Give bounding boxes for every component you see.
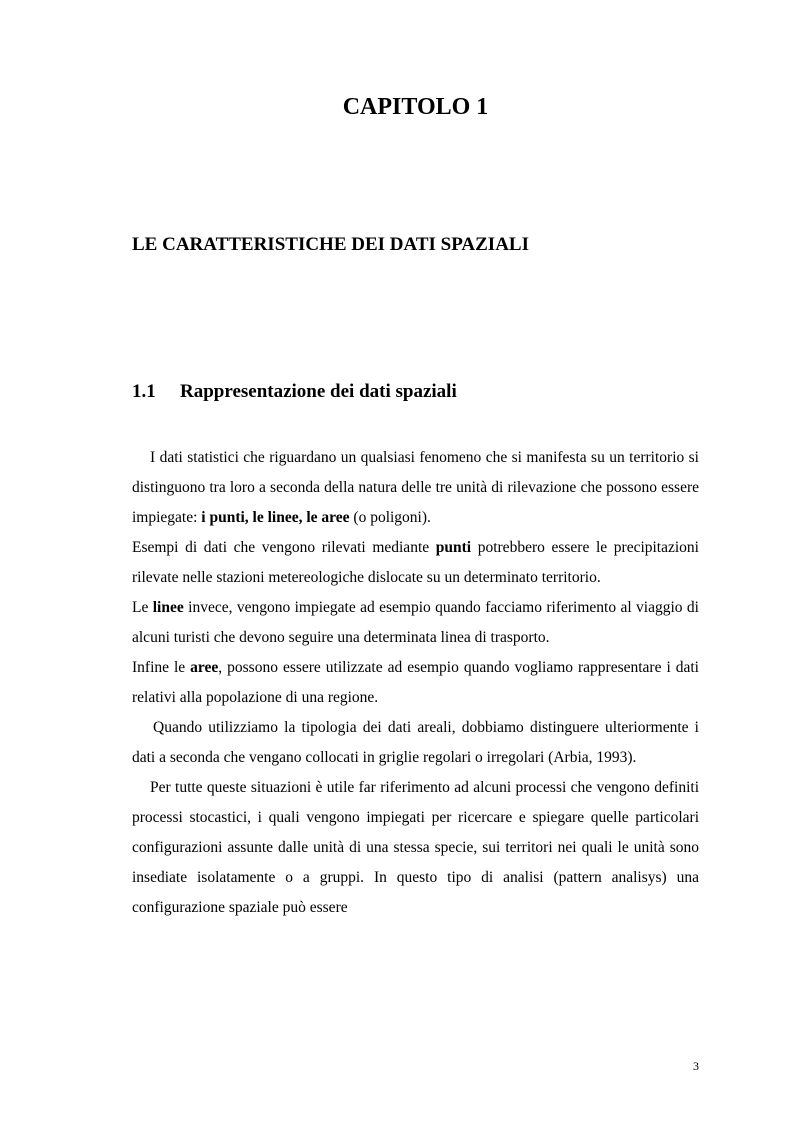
paragraph-1 [132, 443, 699, 533]
paragraph-6: Per tutte queste situazioni è utile far riferimento ad alcuni processi che vengono definiti processi stocastici, i quali vengono impiegati per ricercare e spiegare quelle particolari configurazioni assunte dalle unità di una stessa specie, sui territori nei quali le unità sono insediate isolatamente o a gruppi. In questo tipo di analisi (pattern analisys) una configurazione spaziale può essere [132, 779, 699, 916]
paragraph-4-bold: aree [190, 659, 219, 676]
paragraph-1-bold: i punti, le linee, le aree [201, 509, 350, 526]
paragraph-2-bold: punti [435, 539, 472, 556]
chapter-title: CAPITOLO 1 [342, 94, 489, 120]
paragraph-4-text-a: Infine le [132, 659, 191, 676]
paragraph-1-text-b: (o poligoni). [349, 509, 431, 526]
page-number: 3 [693, 1059, 699, 1073]
paragraph-3-bold: linee [152, 599, 184, 616]
body-text [132, 443, 699, 923]
paragraph-3 [132, 593, 699, 653]
subsection-heading [132, 381, 457, 403]
section-heading: LE CARATTERISTICHE DEI DATI SPAZIALI [132, 234, 529, 255]
paragraph-2 [132, 533, 699, 593]
subsection-number: 1.1 [132, 381, 156, 402]
paragraph-4-text-b: , possono essere utilizzate ad esempio quando vogliamo rappresentare i dati relativi alla popolazione di una regione. [132, 659, 699, 706]
paragraph-4 [132, 653, 699, 713]
paragraph-3-text-a: Le [132, 599, 153, 616]
subsection-title: Rappresentazione dei dati spaziali [180, 381, 457, 402]
paragraph-3-text-b: invece, vengono impiegate ad esempio quando facciamo riferimento al viaggio di alcuni turisti che devono seguire una determinata linea di trasporto. [132, 599, 699, 646]
paragraph-2-text-a: Esempi di dati che vengono rilevati mediante [132, 539, 436, 556]
paragraph-2-text-b: potrebbero essere le precipitazioni rilevate nelle stazioni metereologiche dislocate su un determinato territorio. [132, 539, 699, 586]
paragraph-1-text-a: I dati statistici che riguardano un qualsiasi fenomeno che si manifesta su un territorio si distinguono tra loro a seconda della natura delle tre unità di rilevazione che possono essere impiegate: [132, 449, 699, 526]
paragraph-5: Quando utilizziamo la tipologia dei dati areali, dobbiamo distinguere ulteriormente i dati a seconda che vengano collocati in griglie regolari o irregolari (Arbia, 1993). [132, 719, 699, 766]
